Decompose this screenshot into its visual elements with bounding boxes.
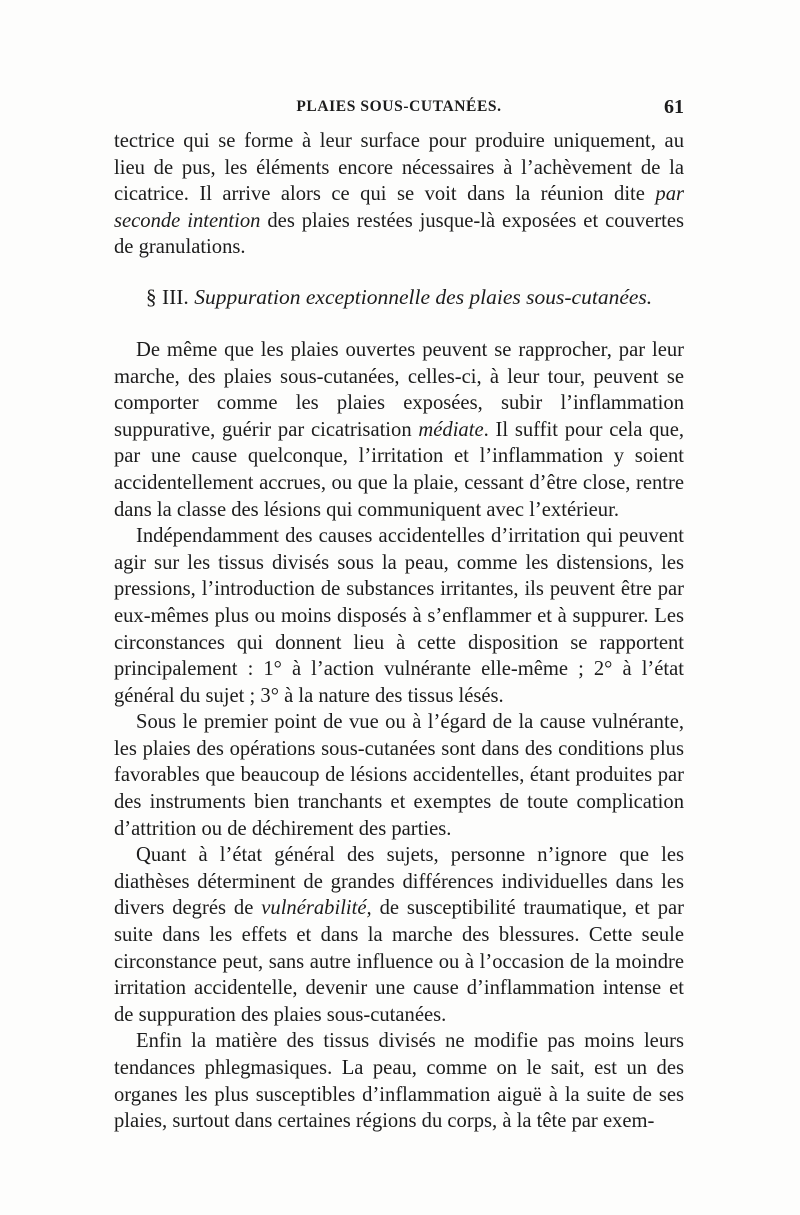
section-number: § III.: [145, 284, 189, 309]
paragraph-1-text-a: tectrice qui se forme à leur surface pour produire uniquement, au lieu de pus, les éléments encore nécessaires à l’achèvement de la cicatrice. Il arrive alors ce qui se voit dans la réunion dite: [114, 130, 684, 206]
paragraph-2: [114, 337, 684, 523]
page-header: [114, 96, 684, 120]
paragraph-1-text-c: des plaies restées jusque-là exposées et couvertes de granulations.: [114, 209, 684, 259]
paragraph-2-text-a: De même que les plaies ouvertes peuvent se rapprocher, par leur marche, des plaies sous-cutanées, celles-ci, à leur tour, peuvent se comporter comme les plaies exposées, subir l’inflammation suppurative, guérir par cicatrisation: [114, 338, 684, 441]
paragraph-3: Indépendamment des causes accidentelles d’irritation qui peuvent agir sur les tissus divisés sous la peau, comme les distensions, les pressions, l’introduction de substances irritantes, ils peuvent être par eux-mêmes plus ou moins disposés à s’enflammer et à suppurer. Les circonstances qui donnent lieu à cette disposition se rapportent principalement : 1° à l’action vulnérante elle-même ; 2° à l’état général du sujet ; 3° à la nature des tissus lésés.: [114, 525, 684, 707]
paragraph-5-text-c: de susceptibilité traumatique, et par suite dans les effets et dans la marche des blessures. Cette seule circonstance peut, sans autre influence ou à l’occasion de la moindre irritation accidentelle, devenir une cause d’inflammation intense et de suppuration des plaies sous-cutanées.: [114, 897, 684, 1026]
running-head: PLAIES SOUS-CUTANÉES.: [296, 98, 502, 115]
paragraph-6: Enfin la matière des tissus divisés ne modifie pas moins leurs tendances phlegmasiques. La peau, comme on le sait, est un des organes les plus susceptibles d’inflammation aiguë à la suite de ses plaies, surtout dans certaines régions du corps, à la tête par exem-: [114, 1030, 684, 1133]
paragraph-5: [114, 842, 684, 1028]
paragraph-4: Sous le premier point de vue ou à l’égard de la cause vulnérante, les plaies des opérations sous-cutanées sont dans des conditions plus favorables que beaucoup de lésions accidentelles, étant produites par des instruments bien tranchants et exemptes de toute complication d’attrition ou de déchirement des parties.: [114, 711, 684, 840]
paragraph-5-italic: vulnérabilité,: [261, 897, 372, 920]
paragraph-5-text-a: Quant à l’état général des sujets, personne n’ignore que les diathèses déterminent de grandes différences individuelles dans les divers degrés de: [114, 844, 684, 920]
paragraph-1-italic: par seconde intention: [114, 183, 684, 232]
page-number: 61: [664, 96, 684, 118]
page-body: [114, 128, 684, 1135]
section-heading: [114, 284, 684, 310]
paragraph-2-italic: médiate: [418, 418, 484, 441]
paragraph-2-text-c: . Il suffit pour cela que, par une cause quelconque, l’irritation et l’inflammation y soient accidentellement accrues, ou que la plaie, cessant d’être close, rentre dans la classe des lésions qui communiquent avec l’extérieur.: [114, 418, 685, 521]
section-title: Suppuration exceptionnelle des plaies sous-cutanées.: [194, 284, 653, 309]
paragraph-1: [114, 128, 684, 261]
